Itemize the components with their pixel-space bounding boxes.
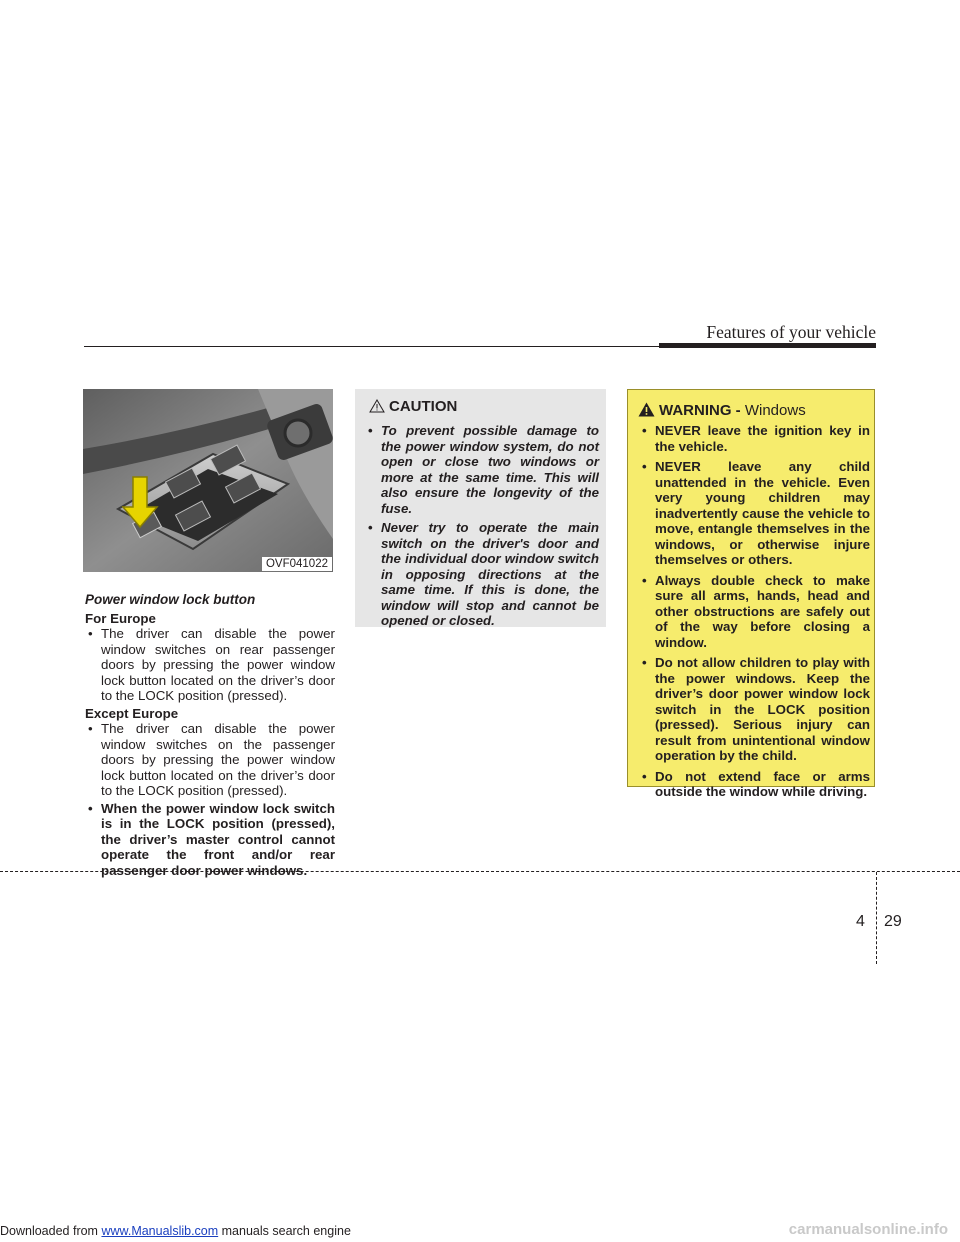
caution-heading: CAUTION [369, 398, 457, 415]
lock-button-section [85, 592, 335, 880]
warning-list [640, 423, 870, 805]
warning-item: • Always double check to make sure all arms, hands, head and other obstructions are safely out of the way before closing a window. [640, 573, 870, 651]
warning-triangle-icon [638, 402, 655, 417]
switch-panel-illustration [83, 389, 333, 572]
watermark: carmanualsonline.info [788, 1221, 948, 1238]
warning-box [627, 389, 875, 799]
warning-item: • Do not allow children to play with the power windows. Keep the driver’s door power window lock switch in the LOCK position (pressed). Serious injury can result from unintentional window operation by the child. [640, 655, 870, 764]
caution-list [366, 423, 599, 633]
warning-item: • NEVER leave the ignition key in the vehicle. [640, 423, 870, 454]
page-number: 29 [884, 913, 902, 930]
chapter-number: 4 [856, 913, 865, 930]
header-rule-thick [659, 343, 876, 348]
manualslib-link[interactable]: www.Manualslib.com [101, 1224, 219, 1238]
footer-rule [0, 871, 960, 872]
caution-triangle-icon [369, 399, 385, 413]
lock-switch-note: • When the power window lock switch is in the LOCK position (pressed), the driver’s master control cannot operate the front and/or rear passenger door power windows. [85, 801, 335, 879]
footer-divider [876, 872, 877, 964]
except-europe-text: • The driver can disable the power window switches on the passenger doors by pressing the power window lock button located on the driver’s door to the LOCK position (pressed). [85, 721, 335, 799]
caution-item: • To prevent possible damage to the power window system, do not open or close two windows or more at the same time. This will also ensure the longevity of the fuse. [366, 423, 599, 516]
download-caption: Downloaded from www.Manualslib.com manuals search engine [0, 1224, 351, 1238]
warning-item: • Do not extend face or arms outside the window while driving. [640, 769, 870, 800]
warning-item: • NEVER leave any child unattended in the vehicle. Even very young children may inadvertently cause the vehicle to move, entangle themselves in the windows, or otherwise injure themselves or others. [640, 459, 870, 568]
warning-heading: WARNING - Windows [638, 402, 806, 419]
power-window-switch-photo [83, 389, 333, 572]
section-title: Features of your vehicle [706, 322, 876, 342]
except-europe-heading: Except Europe [85, 705, 179, 721]
section-subtitle: Power window lock button [85, 592, 256, 607]
caution-item: • Never try to operate the main switch on the driver's door and the individual door window switch in opposing directions at the same time. If this is done, the window will stop and cannot be opened or closed. [366, 520, 599, 629]
photo-caption: OVF041022 [262, 557, 332, 571]
caution-box [355, 389, 606, 627]
europe-text: • The driver can disable the power window switches on rear passenger doors by pressing the power window lock button located on the driver’s door to the LOCK position (pressed). [85, 626, 335, 704]
europe-heading: For Europe [85, 610, 156, 626]
